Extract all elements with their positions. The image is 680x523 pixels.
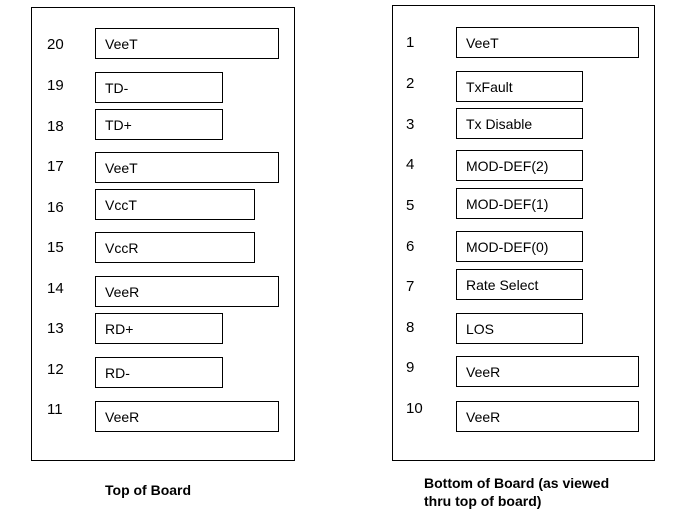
- top-pin-11-pad: VeeR: [95, 401, 279, 432]
- top-pin-17-pad: VeeT: [95, 152, 279, 183]
- top-pin-14-number: 14: [47, 280, 64, 297]
- bottom-pin-3-number: 3: [406, 116, 415, 133]
- top-pin-20-number: 20: [47, 36, 64, 53]
- top-pin-20-pad: VeeT: [95, 28, 279, 59]
- bottom-pin-9-number: 9: [406, 359, 415, 376]
- top-pin-13-pad: RD+: [95, 313, 223, 344]
- bottom-pin-2-pad: TxFault: [456, 71, 583, 102]
- top-pin-18-number: 18: [47, 118, 64, 135]
- top-pin-12-number: 12: [47, 361, 64, 378]
- bottom-pin-9-pad: VeeR: [456, 356, 639, 387]
- top-board-caption: Top of Board: [105, 482, 192, 498]
- bottom-pin-7-number: 7: [406, 278, 415, 295]
- bottom-pin-5-pad: MOD-DEF(1): [456, 188, 583, 219]
- bottom-pin-4-pad: MOD-DEF(2): [456, 150, 583, 181]
- bottom-pin-1-number: 1: [406, 34, 415, 51]
- bottom-board-caption-line1: Bottom of Board (as viewed: [424, 475, 610, 491]
- bottom-pin-10-number: 10: [406, 400, 423, 417]
- bottom-pin-3-pad: Tx Disable: [456, 108, 583, 139]
- bottom-board-caption-line2: thru top of board): [424, 493, 542, 509]
- top-pin-19-pad: TD-: [95, 72, 223, 103]
- bottom-pin-6-pad: MOD-DEF(0): [456, 231, 583, 262]
- bottom-pin-1-pad: VeeT: [456, 27, 639, 58]
- bottom-pin-8-pad: LOS: [456, 313, 583, 344]
- bottom-pin-8-number: 8: [406, 319, 415, 336]
- bottom-pin-10-pad: VeeR: [456, 401, 639, 432]
- top-pin-16-pad: VccT: [95, 189, 255, 220]
- bottom-pin-5-number: 5: [406, 197, 415, 214]
- bottom-pin-4-number: 4: [406, 156, 415, 173]
- top-pin-12-pad: RD-: [95, 357, 223, 388]
- top-pin-15-pad: VccR: [95, 232, 255, 263]
- top-pin-11-number: 11: [47, 401, 63, 418]
- bottom-pin-7-pad: Rate Select: [456, 269, 583, 300]
- top-pin-19-number: 19: [47, 77, 64, 94]
- top-pin-17-number: 17: [47, 158, 64, 175]
- top-pin-16-number: 16: [47, 199, 64, 216]
- bottom-pin-2-number: 2: [406, 75, 415, 92]
- top-pin-14-pad: VeeR: [95, 276, 279, 307]
- bottom-pin-6-number: 6: [406, 238, 415, 255]
- top-pin-18-pad: TD+: [95, 109, 223, 140]
- top-pin-15-number: 15: [47, 239, 64, 256]
- top-pin-13-number: 13: [47, 320, 64, 337]
